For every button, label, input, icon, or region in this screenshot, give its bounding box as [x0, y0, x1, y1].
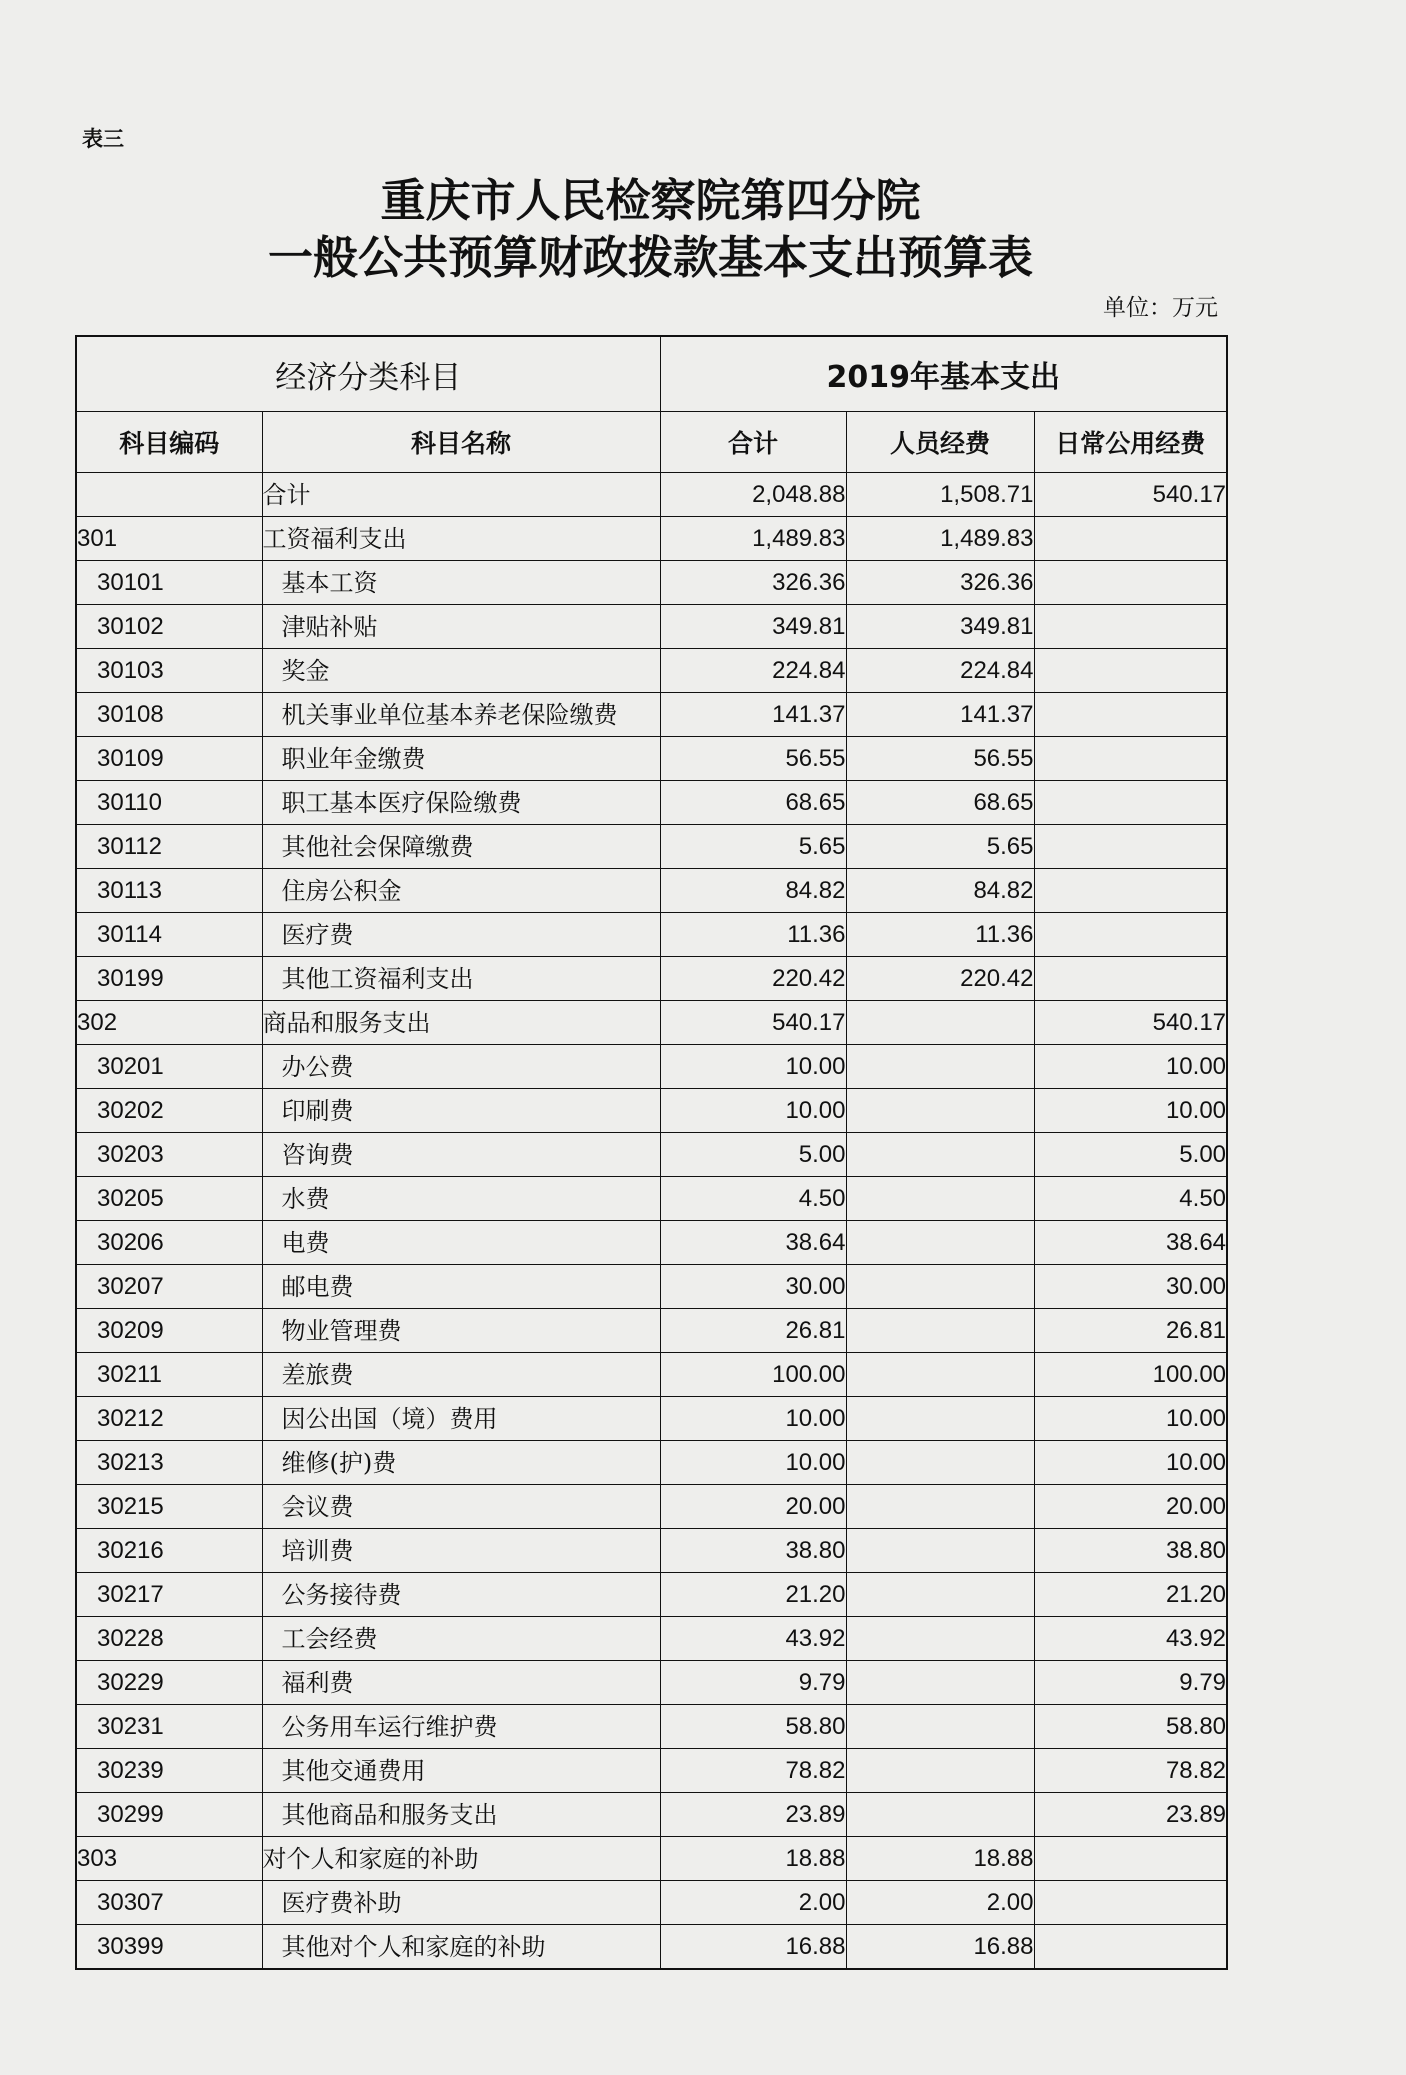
cell-personnel: 1,489.83 [846, 517, 1034, 561]
cell-name: 水费 [262, 1177, 660, 1221]
cell-name: 职业年金缴费 [262, 737, 660, 781]
group-header-row [76, 336, 1227, 412]
cell-total: 349.81 [660, 605, 846, 649]
cell-public: 78.82 [1034, 1749, 1227, 1793]
table-row [76, 913, 1227, 957]
cell-code: 30102 [76, 605, 262, 649]
cell-name: 办公费 [262, 1045, 660, 1089]
budget-table [75, 335, 1228, 1970]
cell-personnel: 2.00 [846, 1881, 1034, 1925]
cell-code: 30211 [76, 1353, 262, 1397]
cell-public: 26.81 [1034, 1309, 1227, 1353]
cell-total: 38.64 [660, 1221, 846, 1265]
table-row [76, 649, 1227, 693]
cell-total: 10.00 [660, 1089, 846, 1133]
cell-public [1034, 649, 1227, 693]
cell-name: 邮电费 [262, 1265, 660, 1309]
cell-total: 2,048.88 [660, 473, 846, 517]
cell-public: 30.00 [1034, 1265, 1227, 1309]
cell-code: 30103 [76, 649, 262, 693]
header-year: 2019年基本支出 [660, 336, 1227, 412]
cell-code: 30216 [76, 1529, 262, 1573]
table-row [76, 517, 1227, 561]
cell-public [1034, 913, 1227, 957]
cell-name: 公务接待费 [262, 1573, 660, 1617]
table-row [76, 1881, 1227, 1925]
cell-public: 23.89 [1034, 1793, 1227, 1837]
cell-personnel [846, 1485, 1034, 1529]
cell-personnel: 220.42 [846, 957, 1034, 1001]
cell-public: 10.00 [1034, 1045, 1227, 1089]
table-row [76, 693, 1227, 737]
cell-code: 30212 [76, 1397, 262, 1441]
cell-personnel [846, 1309, 1034, 1353]
cell-total: 100.00 [660, 1353, 846, 1397]
cell-code: 30113 [76, 869, 262, 913]
cell-personnel [846, 1617, 1034, 1661]
table-body [76, 473, 1227, 1970]
cell-personnel [846, 1573, 1034, 1617]
table-row [76, 1265, 1227, 1309]
cell-code: 30206 [76, 1221, 262, 1265]
cell-public: 9.79 [1034, 1661, 1227, 1705]
cell-total: 30.00 [660, 1265, 846, 1309]
cell-name: 因公出国（境）费用 [262, 1397, 660, 1441]
cell-code: 30101 [76, 561, 262, 605]
cell-total: 4.50 [660, 1177, 846, 1221]
cell-total: 68.65 [660, 781, 846, 825]
cell-total: 2.00 [660, 1881, 846, 1925]
col-header-personnel: 人员经费 [846, 412, 1034, 473]
unit-note: 单位：万元 [1103, 295, 1218, 321]
col-header-total: 合计 [660, 412, 846, 473]
cell-total: 84.82 [660, 869, 846, 913]
table-row [76, 1485, 1227, 1529]
table-row [76, 737, 1227, 781]
cell-code: 30299 [76, 1793, 262, 1837]
cell-public [1034, 869, 1227, 913]
cell-public [1034, 1837, 1227, 1881]
cell-code: 30108 [76, 693, 262, 737]
cell-code: 30202 [76, 1089, 262, 1133]
table-row [76, 1397, 1227, 1441]
cell-total: 10.00 [660, 1045, 846, 1089]
table-row [76, 473, 1227, 517]
cell-name: 合计 [262, 473, 660, 517]
cell-name: 住房公积金 [262, 869, 660, 913]
document-label: 表三 [82, 127, 124, 151]
cell-total: 23.89 [660, 1793, 846, 1837]
cell-total: 141.37 [660, 693, 846, 737]
cell-total: 20.00 [660, 1485, 846, 1529]
cell-total: 43.92 [660, 1617, 846, 1661]
cell-code: 30213 [76, 1441, 262, 1485]
cell-total: 16.88 [660, 1925, 846, 1970]
cell-public: 20.00 [1034, 1485, 1227, 1529]
cell-personnel [846, 1177, 1034, 1221]
cell-code: 30239 [76, 1749, 262, 1793]
cell-name: 奖金 [262, 649, 660, 693]
cell-total: 326.36 [660, 561, 846, 605]
table-row [76, 1045, 1227, 1089]
cell-name: 差旅费 [262, 1353, 660, 1397]
cell-total: 10.00 [660, 1441, 846, 1485]
cell-code: 30228 [76, 1617, 262, 1661]
cell-public [1034, 1925, 1227, 1970]
cell-name: 咨询费 [262, 1133, 660, 1177]
cell-name: 机关事业单位基本养老保险缴费 [262, 693, 660, 737]
cell-name: 其他对个人和家庭的补助 [262, 1925, 660, 1970]
cell-personnel [846, 1661, 1034, 1705]
cell-public: 5.00 [1034, 1133, 1227, 1177]
cell-total: 21.20 [660, 1573, 846, 1617]
table-row [76, 1353, 1227, 1397]
cell-total: 26.81 [660, 1309, 846, 1353]
cell-total: 5.65 [660, 825, 846, 869]
table-row [76, 1793, 1227, 1837]
cell-code: 30307 [76, 1881, 262, 1925]
cell-code: 30201 [76, 1045, 262, 1089]
table-row [76, 1705, 1227, 1749]
page-title: 重庆市人民检察院第四分院 [380, 174, 921, 227]
table-row [76, 1001, 1227, 1045]
cell-public: 43.92 [1034, 1617, 1227, 1661]
table-row [76, 1925, 1227, 1970]
cell-total: 220.42 [660, 957, 846, 1001]
cell-public [1034, 605, 1227, 649]
table-row [76, 1529, 1227, 1573]
cell-name: 对个人和家庭的补助 [262, 1837, 660, 1881]
cell-code: 30199 [76, 957, 262, 1001]
cell-total: 9.79 [660, 1661, 846, 1705]
cell-name: 电费 [262, 1221, 660, 1265]
cell-personnel: 68.65 [846, 781, 1034, 825]
header-category: 经济分类科目 [76, 336, 660, 412]
table-row [76, 1837, 1227, 1881]
cell-code: 30399 [76, 1925, 262, 1970]
cell-public: 10.00 [1034, 1089, 1227, 1133]
cell-public: 100.00 [1034, 1353, 1227, 1397]
cell-name: 福利费 [262, 1661, 660, 1705]
cell-public: 38.80 [1034, 1529, 1227, 1573]
cell-name: 其他商品和服务支出 [262, 1793, 660, 1837]
table-row [76, 1749, 1227, 1793]
cell-public: 4.50 [1034, 1177, 1227, 1221]
cell-personnel: 16.88 [846, 1925, 1034, 1970]
cell-code: 30217 [76, 1573, 262, 1617]
cell-public [1034, 561, 1227, 605]
cell-personnel [846, 1529, 1034, 1573]
cell-personnel: 349.81 [846, 605, 1034, 649]
cell-public [1034, 957, 1227, 1001]
cell-name: 商品和服务支出 [262, 1001, 660, 1045]
table-row [76, 781, 1227, 825]
cell-public [1034, 1881, 1227, 1925]
table-row [76, 825, 1227, 869]
cell-personnel [846, 1353, 1034, 1397]
cell-personnel: 141.37 [846, 693, 1034, 737]
table-row [76, 605, 1227, 649]
cell-code: 30215 [76, 1485, 262, 1529]
cell-total: 58.80 [660, 1705, 846, 1749]
table-row [76, 869, 1227, 913]
cell-code: 30205 [76, 1177, 262, 1221]
cell-name: 工会经费 [262, 1617, 660, 1661]
cell-personnel [846, 1441, 1034, 1485]
cell-name: 职工基本医疗保险缴费 [262, 781, 660, 825]
cell-public: 58.80 [1034, 1705, 1227, 1749]
cell-public [1034, 517, 1227, 561]
cell-total: 1,489.83 [660, 517, 846, 561]
cell-code: 30114 [76, 913, 262, 957]
cell-personnel [846, 1133, 1034, 1177]
cell-code: 301 [76, 517, 262, 561]
cell-name: 培训费 [262, 1529, 660, 1573]
cell-name: 基本工资 [262, 561, 660, 605]
cell-code: 30207 [76, 1265, 262, 1309]
cell-code: 30231 [76, 1705, 262, 1749]
cell-personnel [846, 1397, 1034, 1441]
cell-name: 津贴补贴 [262, 605, 660, 649]
table-row [76, 1133, 1227, 1177]
cell-total: 5.00 [660, 1133, 846, 1177]
cell-personnel [846, 1089, 1034, 1133]
table-row [76, 957, 1227, 1001]
table-row [76, 1177, 1227, 1221]
table-row [76, 1089, 1227, 1133]
cell-name: 印刷费 [262, 1089, 660, 1133]
cell-name: 医疗费补助 [262, 1881, 660, 1925]
cell-public: 21.20 [1034, 1573, 1227, 1617]
cell-code: 30110 [76, 781, 262, 825]
table-row [76, 1661, 1227, 1705]
cell-name: 其他交通费用 [262, 1749, 660, 1793]
cell-total: 11.36 [660, 913, 846, 957]
cell-code: 302 [76, 1001, 262, 1045]
cell-personnel [846, 1749, 1034, 1793]
table-row [76, 561, 1227, 605]
cell-personnel: 56.55 [846, 737, 1034, 781]
cell-total: 10.00 [660, 1397, 846, 1441]
cell-total: 38.80 [660, 1529, 846, 1573]
cell-total: 56.55 [660, 737, 846, 781]
cell-personnel [846, 1265, 1034, 1309]
cell-name: 物业管理费 [262, 1309, 660, 1353]
table-row [76, 1309, 1227, 1353]
cell-personnel: 11.36 [846, 913, 1034, 957]
col-header-public: 日常公用经费 [1034, 412, 1227, 473]
cell-public [1034, 781, 1227, 825]
cell-public [1034, 693, 1227, 737]
table-row [76, 1573, 1227, 1617]
cell-name: 公务用车运行维护费 [262, 1705, 660, 1749]
cell-name: 会议费 [262, 1485, 660, 1529]
cell-public: 540.17 [1034, 473, 1227, 517]
cell-public [1034, 737, 1227, 781]
cell-code: 30109 [76, 737, 262, 781]
cell-public [1034, 825, 1227, 869]
cell-total: 540.17 [660, 1001, 846, 1045]
cell-personnel: 224.84 [846, 649, 1034, 693]
cell-name: 医疗费 [262, 913, 660, 957]
cell-personnel [846, 1221, 1034, 1265]
col-header-code: 科目编码 [76, 412, 262, 473]
cell-name: 工资福利支出 [262, 517, 660, 561]
cell-total: 18.88 [660, 1837, 846, 1881]
cell-total: 224.84 [660, 649, 846, 693]
cell-code: 30209 [76, 1309, 262, 1353]
cell-code: 30229 [76, 1661, 262, 1705]
cell-personnel [846, 1793, 1034, 1837]
cell-name: 其他工资福利支出 [262, 957, 660, 1001]
cell-public: 38.64 [1034, 1221, 1227, 1265]
table-row [76, 1221, 1227, 1265]
table-row [76, 1617, 1227, 1661]
cell-code: 30112 [76, 825, 262, 869]
cell-personnel [846, 1001, 1034, 1045]
cell-personnel: 326.36 [846, 561, 1034, 605]
cell-public: 10.00 [1034, 1397, 1227, 1441]
cell-name: 其他社会保障缴费 [262, 825, 660, 869]
cell-code [76, 473, 262, 517]
cell-public: 540.17 [1034, 1001, 1227, 1045]
cell-personnel: 1,508.71 [846, 473, 1034, 517]
cell-personnel: 5.65 [846, 825, 1034, 869]
column-header-row [76, 412, 1227, 473]
cell-name: 维修(护)费 [262, 1441, 660, 1485]
cell-personnel [846, 1705, 1034, 1749]
cell-total: 78.82 [660, 1749, 846, 1793]
cell-personnel [846, 1045, 1034, 1089]
cell-personnel: 18.88 [846, 1837, 1034, 1881]
table-row [76, 1441, 1227, 1485]
cell-code: 303 [76, 1837, 262, 1881]
cell-public: 10.00 [1034, 1441, 1227, 1485]
cell-code: 30203 [76, 1133, 262, 1177]
cell-personnel: 84.82 [846, 869, 1034, 913]
col-header-name: 科目名称 [262, 412, 660, 473]
page-subtitle: 一般公共预算财政拨款基本支出预算表 [267, 231, 1033, 284]
